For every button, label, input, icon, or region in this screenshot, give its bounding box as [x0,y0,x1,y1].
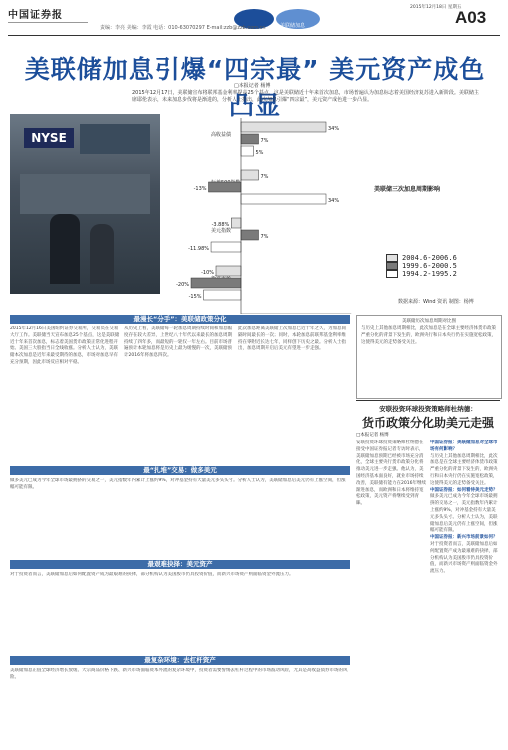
chart-bar [241,230,259,240]
chart-bar [241,194,326,204]
chart-bar [241,170,259,180]
chart-caption: 数据来源：Wind 资讯 制图：杨博 [398,299,474,305]
article-column: 2015年12月16日美国纽约证券交易所，交易员在交易大厅工作。美联储当天宣布加息25个基点，这是美联储近十年来首次加息，标志着美国货币政策正常化进程开始。美国三大股指当日全线收涨。分析人士认为，美联储本次加息是近年来最受期待的加息，市场对加息早有充分预期，因此市场反应相对平稳。 [10,326,120,365]
chart-bar [216,266,241,276]
bar-value-label: 5% [255,150,264,156]
right-column [430,440,500,740]
category-label: 高收益债 [211,132,232,138]
bar-value-label: 7% [260,174,269,180]
bar-value-label: -3.88% [211,222,230,228]
legend-swatch [386,270,398,278]
category-label: 美元指数 [211,228,232,234]
interview-answer: 对于投资者而言，美联储加息后如何配置资产成为最艰难的抉择，部分机构认为美国股市仍具投资价值，而新兴市场资产则面临资金外流压力。 [430,541,498,575]
right-subtitle: 货币政策分化助美元走强 [361,416,494,430]
ticker-board [80,124,150,154]
masthead-rule [8,22,88,23]
bar-value-label: 34% [328,126,340,132]
chart-bar [204,290,242,300]
legend-item [386,262,457,270]
right-column: 安联投资环球投资策略师杜纳德在接受中国证券报记者专访时表示，美联储加息预期已经被市场充分消化，全球主要央行货币政策分化将推动美元进一步走强。他认为，美国经济基本面良好，就业市场持续改善，美联储有能力在2016年继续渐进加息，而欧洲和日本将维持宽松政策，美元资产将继续受到青睐。 [356,440,426,507]
chart-legend [386,254,457,278]
legend-label: 1994.2-1995.2 [402,270,457,278]
right-title: 安联投资环球投资策略师杜纳德： [379,405,477,413]
interview-question: 中国证券报：新兴市场前景如何？ [430,535,498,541]
bar-value-label: -15% [188,294,202,300]
article-column: 做多美元已成为今年全球市场最拥挤的交易之一，美元指数年内累计上涨约9%，对冲基金持有大量美元多头头寸。分析人士认为，美联储加息后美元仍有上涨空间，但涨幅可能有限。 [10,478,346,490]
legend-swatch [386,254,398,262]
chart-bar [209,182,242,192]
article-column: 美联储加息正值全球经济增长放缓、大宗商品价格下跌、新兴市场面临资本外流的复杂环境中，投资者需要警惕去杠杆过程中的市场波动风险，尤其是高收益债券市场的风险。 [10,668,348,680]
right-infobox [356,315,502,399]
chart-bar [211,242,241,252]
nyse-photo [10,114,160,294]
lead-paragraph: 2015年12月17日，美联储宣布将联邦基金利率提高25个基点，这是美联储近十年来首次加息，市场普遍认为加息标志着美国经济复苏进入新阶段。美联储主席耶伦表示，未来加息步伐将是渐进的，分析人士指出，此次加息引爆“四宗最”，美元资产成色进一步凸显。 [132,90,479,103]
interview-answer: 做多美元已成为今年全球市场最拥挤的交易之一，美元指数年内累计上涨约9%，对冲基金持有大量美元多头头寸。分析人士认为，美联储加息后美元仍有上涨空间，但涨幅可能有限。 [430,494,498,534]
legend-label: 2004.6-2006.6 [402,254,457,262]
article-column: 从历史上看，美联储每一轮加息周期持续时间和加息幅度存在较大差异，上世纪八十年代以来最长的加息周期持续了四年多，而最短的一轮仅一年左右。目前市场普遍预计本轮加息将是历史上最为缓慢的一次，美联储预计2016年将加息四次。 [124,326,232,359]
header-rule [8,35,500,36]
right-rule [356,400,500,401]
byline: □本报记者 杨博 [234,83,271,89]
chart-title: 美联储三次加息周期影响 [374,186,441,193]
page-header [0,0,508,36]
bar-value-label: 34% [328,198,340,204]
chart-panel [162,114,498,314]
chart-bar [231,218,241,228]
page-date: 2015年12月18日 星期五 [410,5,462,10]
dateline: 责编：李亮 美编：李霞 电话：010-63070297 E-mail:zzb@zzb.com.cn [100,25,266,31]
legend-swatch [386,262,398,270]
right-byline: □本报记者 杨博 [356,433,389,438]
chart-bar [241,122,326,132]
bar-value-label: -20% [176,282,189,288]
infobox-text: 与历史上其他加息周期相比，此次加息是在全球主要经济体货币政策严重分化的背景下发生的，欧洲央行和日本央行仍在实施宽松政策，这使得美元的走势备受关注。 [361,326,496,345]
trader-figure [50,214,80,284]
section-title: 最复杂环境：去杠杆资产 [10,656,350,665]
chart-bar [191,278,241,288]
section-title: 最“扎堆”交易：做多美元 [10,466,350,475]
bar-value-label: -11.98% [188,246,210,252]
article-column: 对于投资者而言，美联储加息后如何配置资产成为最艰难的抉择，部分机构认为美国股市仍具投资价值，而新兴市场资产则面临资金外流压力。 [10,572,294,577]
infobox-caption: 美联储历次加息周期对比图 [402,319,456,324]
article-column: 此次加息距离美联储上次加息已近十年之久，为加息间隔时间最长的一次；同时，本轮加息前联邦基金利率维持在零附近长达七年，同样创下历史之最。分析人士指出，加息周期开启后美元有望进一步走强。 [238,326,346,352]
section-title: 最艰难抉择：美元资产 [10,560,350,569]
nyse-sign: NYSE [24,128,74,148]
chart-bar [241,134,259,144]
cycle-impact-chart [162,114,498,314]
bar-value-label: -13% [193,186,207,192]
chart-bar [241,146,254,156]
legend-item [386,270,457,278]
trader-figure [90,224,114,284]
legend-item [386,254,457,262]
interview-question: 中国证券报：如何看待美元走势？ [430,487,498,493]
trading-floor [20,174,150,214]
page-number: A03 [455,8,487,27]
interview-question: 中国证券报：美联储加息对全球市场有何影响？ [430,440,498,452]
section-title: 最漫长“分手”：美联储政策分化 [10,315,350,324]
bar-value-label: 7% [260,234,269,240]
bar-value-label: 7% [260,138,269,144]
headline: 美联储加息引爆“四宗最” 美元资产成色凸显 [24,55,486,120]
bar-value-label: -10% [201,270,214,276]
masthead: 中国证券报 [8,10,63,21]
section-badge-label: 美联储加息 [280,23,306,29]
interview-answer: 与历史上其他加息周期相比，此次加息是在全球主要经济体货币政策严重分化的背景下发生的，欧洲央行和日本央行仍在实施宽松政策，这使得美元的走势备受关注。 [430,453,498,486]
legend-label: 1999.6-2000.5 [402,262,457,270]
